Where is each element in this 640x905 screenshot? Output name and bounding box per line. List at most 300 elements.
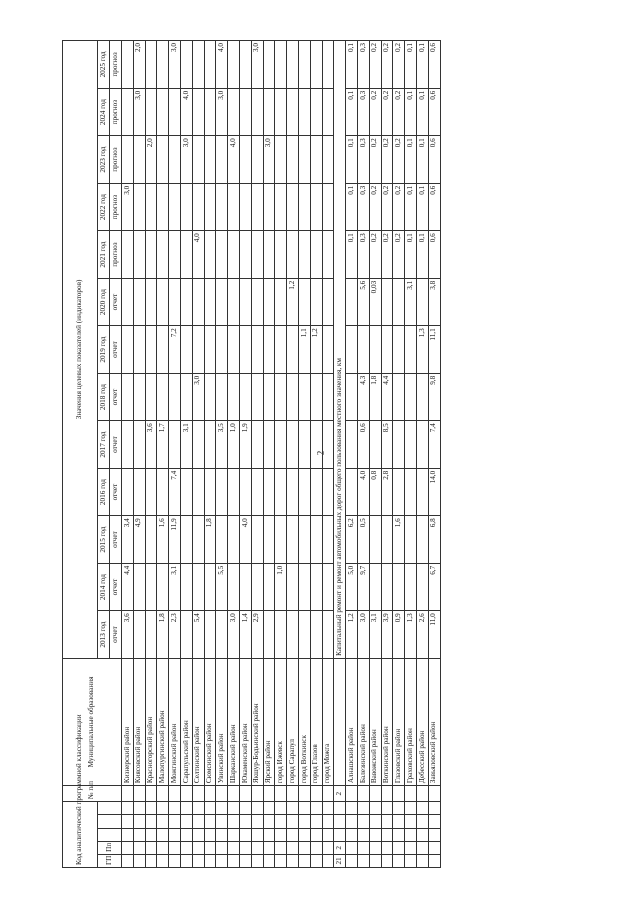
value-cell: 3,1 [405, 278, 417, 326]
value-cell [405, 516, 417, 564]
value-cell: 3,6 [122, 611, 134, 659]
code-cell [310, 802, 322, 815]
code-cell [122, 854, 134, 867]
value-cell [298, 41, 310, 89]
value-cell: 0,5 [357, 516, 369, 564]
code-cell [416, 815, 428, 828]
value-cell [122, 326, 134, 374]
value-cell: 3,9 [381, 611, 393, 659]
table-row [346, 41, 358, 868]
value-cell [157, 373, 169, 421]
value-cell [204, 421, 216, 469]
value-cell [239, 183, 251, 231]
value-cell [369, 326, 381, 374]
municipality-name: Кияcовский район [133, 658, 145, 785]
value-cell: 0,2 [381, 183, 393, 231]
value-cell: 3,0 [216, 88, 228, 136]
value-cell [192, 516, 204, 564]
code-cell [322, 786, 334, 802]
value-cell [251, 373, 263, 421]
code-cell [133, 815, 145, 828]
municipality-name: Юкаменский район [239, 658, 251, 785]
table-row [322, 41, 334, 868]
value-cell [310, 611, 322, 659]
value-cell [145, 41, 157, 89]
code-cell [239, 786, 251, 802]
value-cell [239, 563, 251, 611]
value-cell [322, 136, 334, 184]
code-cell [346, 828, 358, 841]
code-cell [216, 841, 228, 854]
code-cell [405, 815, 417, 828]
code-cell [204, 802, 216, 815]
code-cell [263, 815, 275, 828]
value-cell [169, 373, 181, 421]
value-cell [204, 468, 216, 516]
value-cell [298, 516, 310, 564]
value-cell [204, 231, 216, 279]
year-header: 2018 год [98, 373, 110, 421]
code-cell [381, 802, 393, 815]
section-pp: 2 [334, 841, 346, 854]
code-cell [416, 841, 428, 854]
value-cell [192, 41, 204, 89]
value-cell [287, 373, 299, 421]
value-cell [216, 183, 228, 231]
year-header: 2020 год [98, 278, 110, 326]
code-cell [263, 828, 275, 841]
value-cell [346, 468, 358, 516]
value-cell: 0,2 [381, 41, 393, 89]
municipality-name: Красногорский район [145, 658, 157, 785]
value-cell [204, 611, 216, 659]
municipality-name: город Сарапул [287, 658, 299, 785]
code-cell [169, 786, 181, 802]
code-cell [298, 828, 310, 841]
value-cell: 0,2 [369, 183, 381, 231]
value-cell [228, 563, 240, 611]
value-cell [228, 183, 240, 231]
code-cell [346, 786, 358, 802]
code-cell [369, 786, 381, 802]
municipality-name: Сарапульский район [180, 658, 192, 785]
code-cell [228, 786, 240, 802]
table-row [204, 41, 216, 868]
code-cell [298, 854, 310, 867]
code-cell [169, 828, 181, 841]
value-cell [157, 278, 169, 326]
value-cell [216, 373, 228, 421]
code-cell [428, 828, 440, 841]
code-cell [428, 815, 440, 828]
value-cell: 0,2 [381, 88, 393, 136]
code-cell [169, 854, 181, 867]
value-cell [310, 41, 322, 89]
code-cell [287, 802, 299, 815]
value-cell [263, 326, 275, 374]
value-cell [322, 278, 334, 326]
value-cell: 4,0 [216, 41, 228, 89]
num-header: № п/п [63, 786, 122, 802]
code-cell [228, 854, 240, 867]
year-header: 2022 год [98, 183, 110, 231]
value-cell [145, 563, 157, 611]
value-cell [322, 421, 334, 469]
value-cell [275, 421, 287, 469]
code-group-header: Код аналитической программной классификации [63, 802, 98, 868]
value-cell [322, 88, 334, 136]
value-cell: 3,0 [169, 41, 181, 89]
code-cell [204, 828, 216, 841]
value-cell: 3,6 [145, 421, 157, 469]
value-cell [287, 516, 299, 564]
code-cell [228, 841, 240, 854]
value-cell: 6,8 [428, 516, 440, 564]
value-cell [228, 516, 240, 564]
value-cell: 0,1 [405, 183, 417, 231]
code-cell [287, 854, 299, 867]
value-cell [381, 563, 393, 611]
value-cell: 3,0 [122, 183, 134, 231]
value-cell [263, 183, 275, 231]
value-cell [122, 468, 134, 516]
value-cell: 0,2 [369, 136, 381, 184]
value-cell [322, 468, 334, 516]
value-cell: 0,1 [346, 88, 358, 136]
table-row [357, 41, 369, 868]
code-cell [369, 802, 381, 815]
value-cell [298, 183, 310, 231]
value-cell [416, 278, 428, 326]
value-cell [275, 516, 287, 564]
value-cell [122, 41, 134, 89]
value-cell [180, 468, 192, 516]
value-cell [251, 231, 263, 279]
code-cell [251, 815, 263, 828]
value-cell [310, 373, 322, 421]
code-cell [180, 815, 192, 828]
value-cell [287, 41, 299, 89]
year-header: 2025 год [98, 41, 110, 89]
code-cell [357, 841, 369, 854]
value-cell [251, 136, 263, 184]
code-cell [405, 786, 417, 802]
value-cell [204, 278, 216, 326]
municipality-name: Якшур-Бодьинский район [251, 658, 263, 785]
value-cell [310, 231, 322, 279]
value-cell: 1,7 [157, 421, 169, 469]
value-cell: 0,6 [428, 183, 440, 231]
value-cell: 11,1 [428, 326, 440, 374]
value-cell [298, 136, 310, 184]
code-cell [393, 786, 405, 802]
value-cell [416, 516, 428, 564]
value-cell: 1,6 [157, 516, 169, 564]
value-cell [275, 88, 287, 136]
value-cell [251, 278, 263, 326]
table-row [275, 41, 287, 868]
value-cell: 0,1 [346, 183, 358, 231]
code-cell [122, 786, 134, 802]
code-cell [298, 802, 310, 815]
value-cell [122, 136, 134, 184]
code-cell [192, 786, 204, 802]
value-cell [346, 421, 358, 469]
value-cell: 0,2 [393, 183, 405, 231]
value-cell: 0,2 [393, 88, 405, 136]
municipality-name: Вавожский район [369, 658, 381, 785]
value-cell [263, 516, 275, 564]
value-cell: 2,0 [145, 136, 157, 184]
code-cell [275, 815, 287, 828]
value-cell [346, 373, 358, 421]
value-cell [287, 611, 299, 659]
value-cell [310, 136, 322, 184]
municipality-name: Дебесский район [416, 658, 428, 785]
code-cell [381, 828, 393, 841]
code-cell [275, 802, 287, 815]
value-cell: 4,0 [357, 468, 369, 516]
municipality-name: Увинский район [216, 658, 228, 785]
table-row [157, 41, 169, 868]
code-cell [322, 828, 334, 841]
kind-header: прогноз [110, 183, 122, 231]
value-cell: 3,8 [428, 278, 440, 326]
value-cell [287, 231, 299, 279]
value-cell [180, 373, 192, 421]
value-cell: 0,2 [393, 231, 405, 279]
code-cell [263, 841, 275, 854]
value-cell [381, 278, 393, 326]
code-cell [251, 828, 263, 841]
value-cell [263, 373, 275, 421]
value-cell [192, 563, 204, 611]
code-cell [381, 841, 393, 854]
value-cell [275, 468, 287, 516]
value-cell: 1,3 [416, 326, 428, 374]
value-cell [133, 326, 145, 374]
value-cell [416, 421, 428, 469]
value-cell: 1,4 [239, 611, 251, 659]
value-cell [133, 373, 145, 421]
code-cell [381, 854, 393, 867]
value-cell: 1,8 [369, 373, 381, 421]
code-cell [275, 828, 287, 841]
municipality-name: город Глазов [310, 658, 322, 785]
value-cell: 1,2 [310, 326, 322, 374]
code-cell [310, 841, 322, 854]
value-cell [145, 231, 157, 279]
value-cell: 0,03 [369, 278, 381, 326]
code-cell [192, 828, 204, 841]
table-row [381, 41, 393, 868]
value-cell: 1,2 [346, 611, 358, 659]
code-cell [192, 815, 204, 828]
municipality-name: Шарканский район [228, 658, 240, 785]
value-cell [322, 516, 334, 564]
value-cell: 2,9 [251, 611, 263, 659]
code-cell [393, 854, 405, 867]
value-cell [287, 468, 299, 516]
value-cell: 3,0 [263, 136, 275, 184]
value-cell [298, 373, 310, 421]
code-cell [263, 854, 275, 867]
code-cell [287, 841, 299, 854]
value-cell [133, 421, 145, 469]
code-cell [310, 854, 322, 867]
code-cell [145, 854, 157, 867]
code-cell [122, 841, 134, 854]
value-cell [239, 326, 251, 374]
value-cell: 0,3 [357, 88, 369, 136]
value-cell: 0,6 [428, 88, 440, 136]
municipality-name: Ярский район [263, 658, 275, 785]
value-cell [180, 563, 192, 611]
table-row [145, 41, 157, 868]
value-cell [263, 468, 275, 516]
code-cell [180, 786, 192, 802]
value-cell: 3,4 [122, 516, 134, 564]
code-cell [145, 815, 157, 828]
value-cell: 7,4 [169, 468, 181, 516]
municipality-name: Граховский район [405, 658, 417, 785]
table-row [239, 41, 251, 868]
code-cell [157, 802, 169, 815]
code-cell [346, 854, 358, 867]
value-cell: 8,5 [381, 421, 393, 469]
value-cell: 0,9 [393, 611, 405, 659]
value-cell: 5,0 [346, 563, 358, 611]
code-cell [228, 815, 240, 828]
code-cell [145, 841, 157, 854]
value-cell [157, 563, 169, 611]
value-cell [216, 516, 228, 564]
value-cell: 1,2 [287, 278, 299, 326]
value-cell [239, 278, 251, 326]
gp-header: ГП [98, 854, 122, 867]
table-row [263, 41, 275, 868]
value-cell: 0,2 [393, 41, 405, 89]
section-title: Капитальный ремонт и ремонт автомобильных дорог общего пользования местного значения, км [334, 41, 346, 659]
table-row [180, 41, 192, 868]
code-cell [122, 828, 134, 841]
code-cell [239, 841, 251, 854]
code-cell [322, 841, 334, 854]
code-cell [357, 828, 369, 841]
code-cell [216, 854, 228, 867]
value-cell [322, 326, 334, 374]
table-row [287, 41, 299, 868]
code-cell [122, 815, 134, 828]
municipality-name: Завьяловский район [428, 658, 440, 785]
value-cell [192, 183, 204, 231]
value-cell [145, 611, 157, 659]
value-cell [346, 326, 358, 374]
value-cell [180, 41, 192, 89]
value-cell: 1,3 [405, 611, 417, 659]
value-cell [322, 611, 334, 659]
code-cell [428, 802, 440, 815]
code-cell [310, 828, 322, 841]
year-header: 2016 год [98, 468, 110, 516]
code-cell [405, 854, 417, 867]
code-cell [322, 802, 334, 815]
code-cell [204, 786, 216, 802]
code-cell [416, 786, 428, 802]
value-cell [133, 468, 145, 516]
value-cell: 1,6 [393, 516, 405, 564]
value-cell [310, 516, 322, 564]
value-cell [251, 421, 263, 469]
code-cell [405, 828, 417, 841]
code-cell [369, 854, 381, 867]
value-cell [405, 326, 417, 374]
kind-header: прогноз [110, 41, 122, 89]
code-cell [416, 854, 428, 867]
code-cell [428, 854, 440, 867]
value-cell [322, 373, 334, 421]
value-cell [169, 278, 181, 326]
code-cell [145, 802, 157, 815]
code-cell [393, 841, 405, 854]
value-cell: 0,6 [357, 421, 369, 469]
value-cell: 4,0 [228, 136, 240, 184]
value-cell [251, 516, 263, 564]
value-cell [122, 231, 134, 279]
value-cell [122, 278, 134, 326]
value-cell: 0,1 [416, 136, 428, 184]
value-cell [251, 326, 263, 374]
code-cell [310, 815, 322, 828]
value-cell [405, 563, 417, 611]
value-cell [228, 373, 240, 421]
value-cell: 4,4 [381, 373, 393, 421]
value-cell: 0,2 [369, 88, 381, 136]
code-cell [169, 841, 181, 854]
year-header: 2019 год [98, 326, 110, 374]
value-cell [275, 278, 287, 326]
value-cell [180, 611, 192, 659]
table-row [428, 41, 440, 868]
value-cell: 0,1 [416, 231, 428, 279]
value-cell [287, 183, 299, 231]
value-cell: 3,5 [216, 421, 228, 469]
value-cell: 3,0 [180, 136, 192, 184]
code-cell [287, 828, 299, 841]
code-cell [428, 786, 440, 802]
code-cell [204, 854, 216, 867]
code-cell [334, 658, 346, 785]
code-cell [298, 786, 310, 802]
value-cell: 4,0 [239, 516, 251, 564]
value-cell [369, 563, 381, 611]
value-cell: 0,1 [405, 231, 417, 279]
kind-header: прогноз [110, 136, 122, 184]
value-cell [263, 88, 275, 136]
value-cell [239, 468, 251, 516]
page-number: 2 [315, 450, 326, 456]
value-cell [393, 563, 405, 611]
value-cell [133, 278, 145, 326]
value-cell [145, 373, 157, 421]
value-cell [239, 88, 251, 136]
code-cell [133, 841, 145, 854]
value-cell: 6,7 [428, 563, 440, 611]
value-cell [322, 183, 334, 231]
value-cell: 1,8 [157, 611, 169, 659]
code-cell [416, 828, 428, 841]
value-cell [145, 326, 157, 374]
